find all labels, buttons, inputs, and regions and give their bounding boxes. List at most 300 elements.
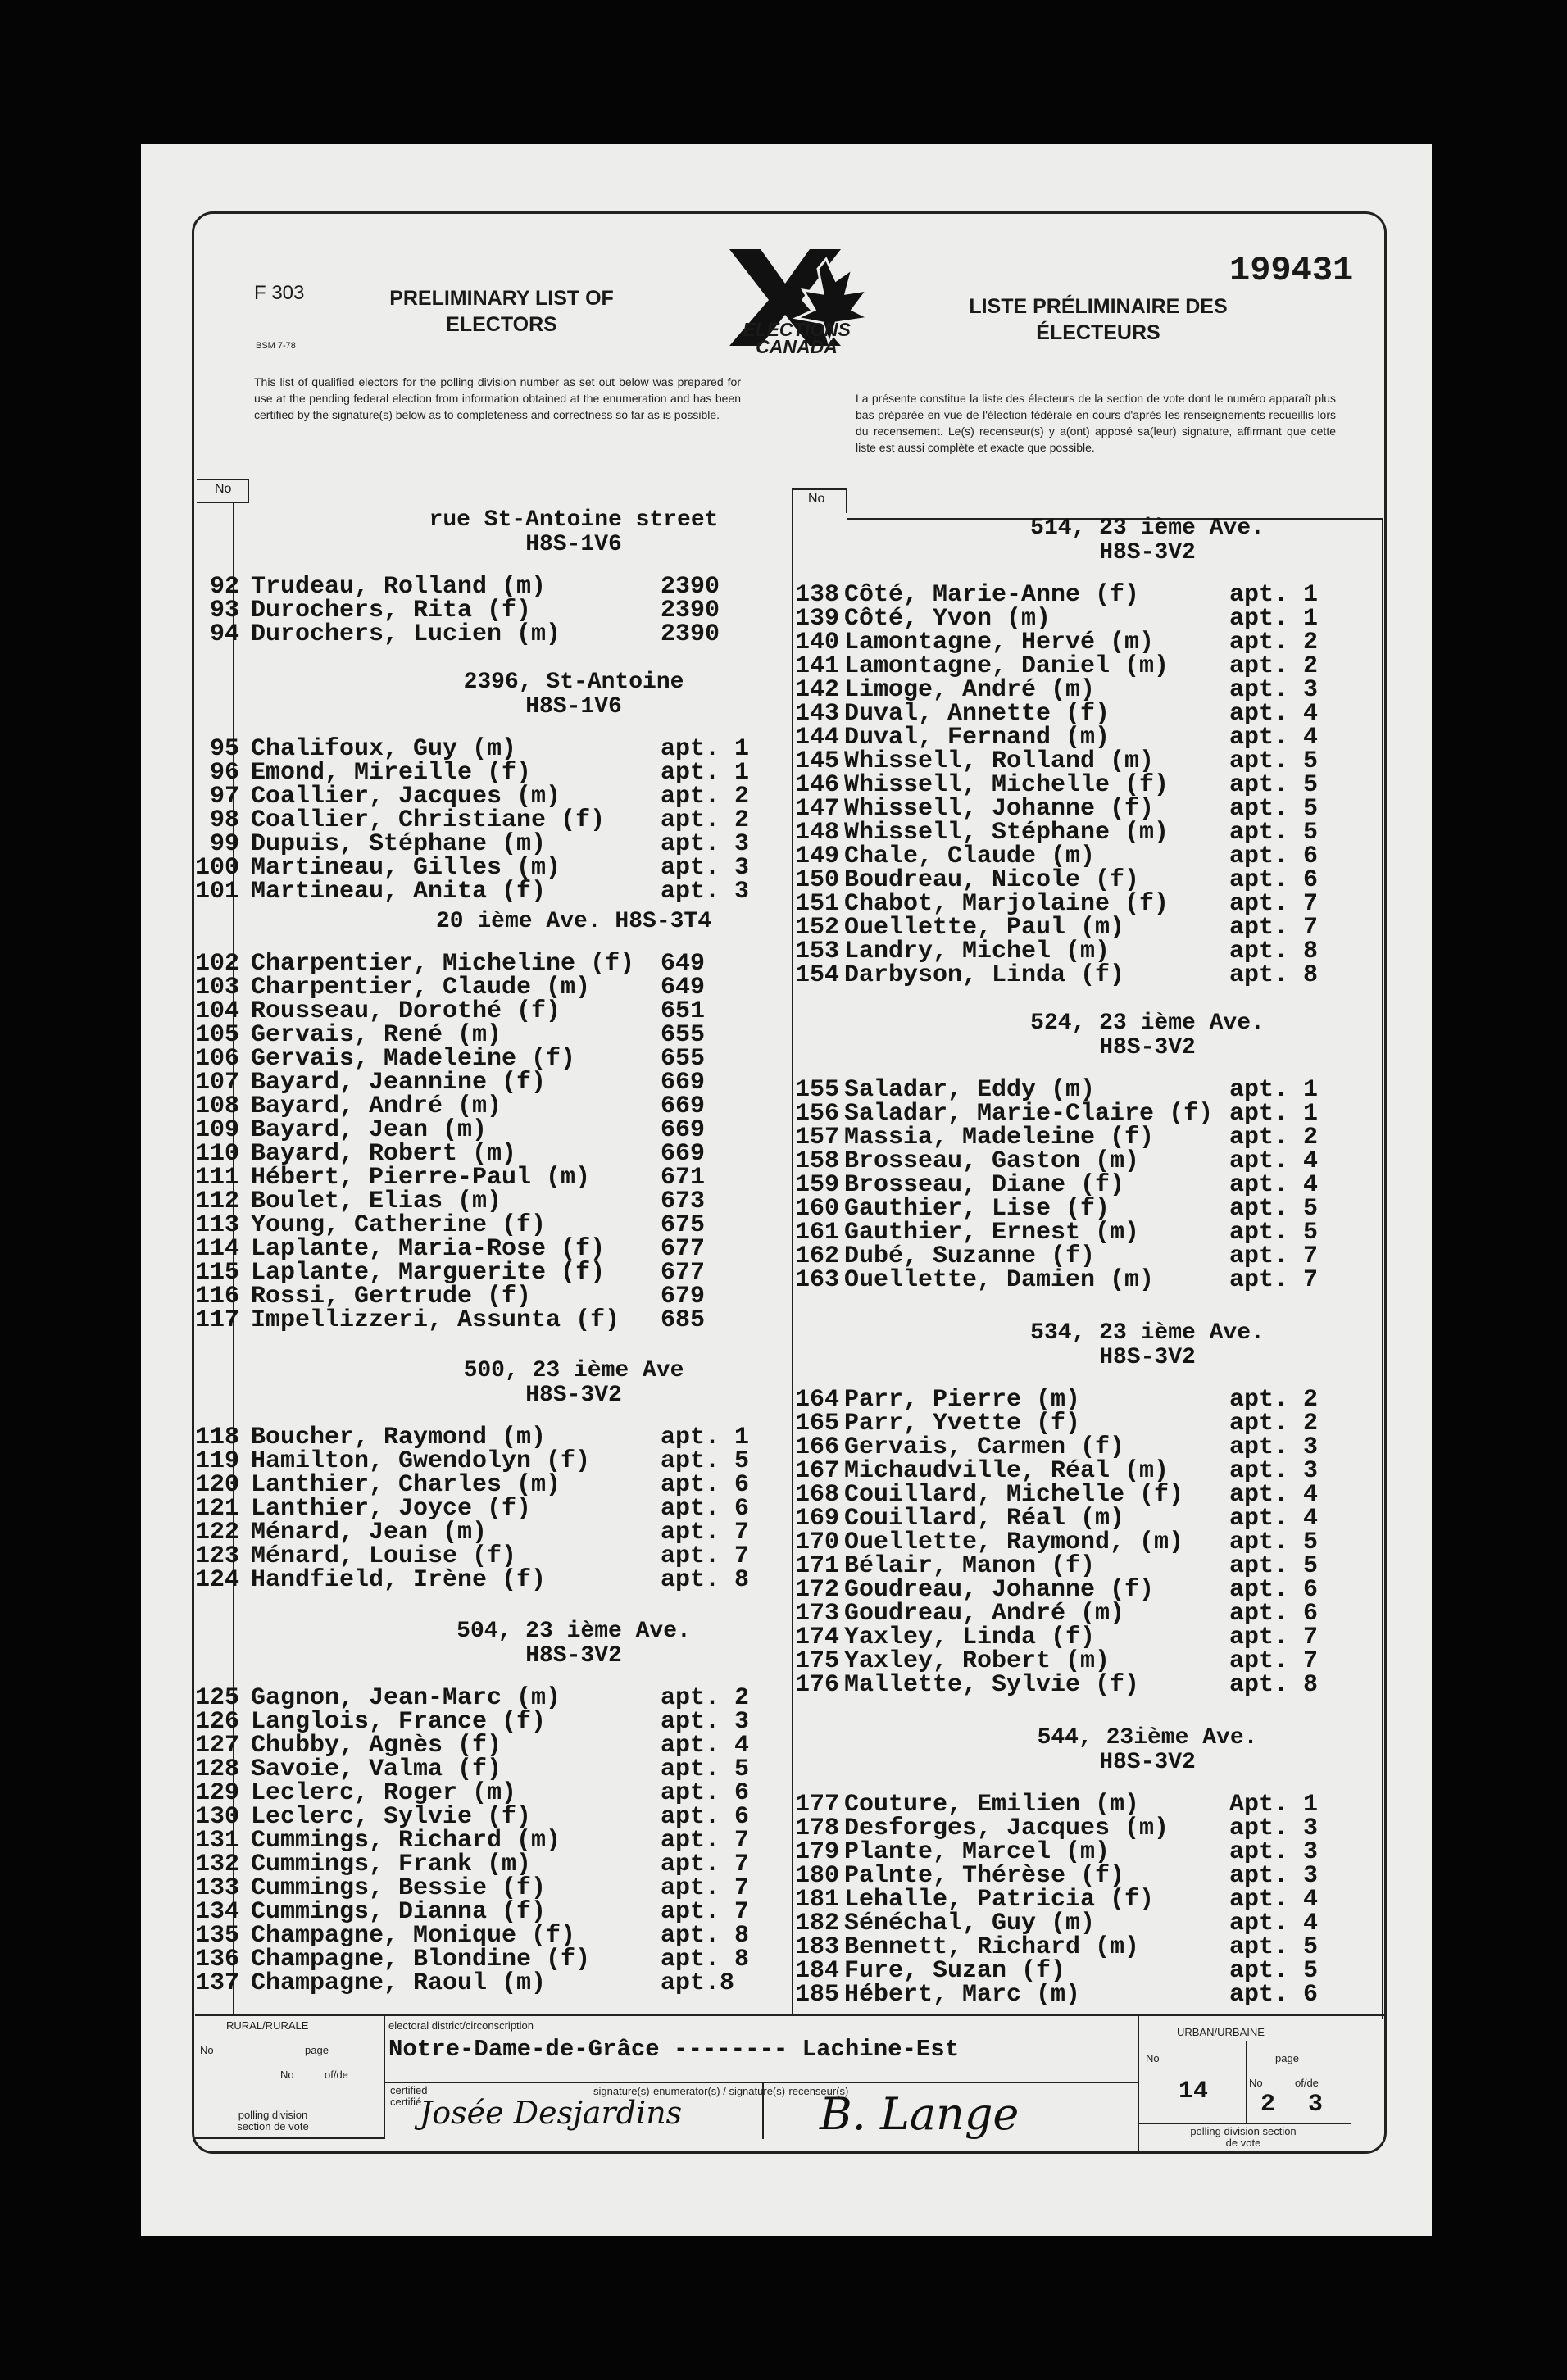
elector-name: Dubé, Suzanne (f): [844, 1242, 1096, 1270]
signature-enumerator-1: Josée Desjardins: [420, 2095, 683, 2131]
elector-number: 153: [794, 938, 839, 965]
right-no-label: No: [808, 492, 825, 506]
elector-number: 108: [194, 1092, 239, 1120]
footer-urban-bottom: [1138, 2123, 1351, 2124]
elector-name: Young, Catherine (f): [251, 1211, 547, 1239]
elector-address: 677: [661, 1235, 706, 1263]
elector-number: 184: [794, 1957, 839, 1985]
urban-no-label: No: [1146, 2052, 1160, 2064]
urban-ofde-label: of/de: [1295, 2077, 1319, 2089]
elector-number: 151: [794, 890, 839, 918]
elector-name: Lehalle, Patricia (f): [844, 1886, 1155, 1914]
rural-ofde-label: of/de: [325, 2069, 348, 2081]
elector-number: 173: [794, 1600, 839, 1628]
elector-name: Cummings, Frank (m): [251, 1851, 532, 1878]
elector-name: Champagne, Monique (f): [251, 1922, 576, 1950]
street-heading: 524, 23 ième Ave.: [1030, 1011, 1265, 1036]
elector-address: apt. 4: [1229, 1505, 1319, 1533]
title-french: LISTE PRÉLIMINAIRE DES ÉLECTEURS: [969, 295, 1228, 344]
elector-number: 115: [194, 1259, 239, 1287]
elector-address: apt. 5: [661, 1447, 750, 1475]
elector-name: Ouellette, Paul (m): [844, 914, 1125, 942]
elector-name: Whissell, Johanne (f): [844, 795, 1155, 823]
elector-name: Bayard, André (m): [251, 1092, 502, 1120]
elector-number: 149: [794, 843, 839, 870]
elector-name: Côté, Marie-Anne (f): [844, 581, 1140, 609]
elector-address: apt. 7: [1229, 914, 1319, 942]
elector-number: 117: [194, 1306, 239, 1334]
elector-number: 182: [794, 1910, 839, 1937]
elector-number: 100: [194, 854, 239, 882]
elector-address: 675: [661, 1211, 706, 1239]
postal-code: H8S-3V2: [525, 1643, 622, 1669]
elector-name: Champagne, Blondine (f): [251, 1946, 591, 1973]
elector-address: 655: [661, 1045, 706, 1073]
elector-number: 136: [194, 1946, 239, 1973]
elector-address: 2390: [661, 573, 720, 601]
elector-name: Chubby, Agnès (f): [251, 1732, 502, 1760]
elector-number: 155: [794, 1076, 839, 1104]
footer-mid-rule: [385, 2082, 1138, 2083]
elector-address: 677: [661, 1259, 706, 1287]
elector-name: Charpentier, Claude (m): [251, 974, 591, 1002]
street-heading: 534, 23 ième Ave.: [1030, 1320, 1265, 1346]
urban-polling-label: polling division section de vote: [1190, 2125, 1297, 2149]
elector-address: 685: [661, 1306, 706, 1334]
district-label: electoral district/circonscription: [388, 2019, 534, 2032]
elector-address: apt. 2: [1229, 1410, 1319, 1438]
elector-number: 112: [194, 1188, 239, 1215]
elector-number: 154: [794, 961, 839, 989]
elector-number: 142: [794, 676, 839, 704]
elector-number: 107: [194, 1069, 239, 1097]
elector-address: apt. 5: [1229, 1957, 1319, 1985]
elector-number: 96: [209, 759, 239, 787]
elector-name: Langlois, France (f): [251, 1708, 547, 1736]
rural-label: RURAL/RURALE: [226, 2019, 309, 2032]
form-sub: BSM 7-78: [256, 341, 296, 351]
elector-name: Gauthier, Ernest (m): [844, 1219, 1140, 1247]
elector-name: Cummings, Richard (m): [251, 1827, 561, 1855]
elector-address: apt. 5: [1229, 771, 1319, 799]
elector-name: Coallier, Christiane (f): [251, 806, 606, 834]
elector-name: Cummings, Bessie (f): [251, 1874, 547, 1902]
elector-address: apt. 7: [661, 1542, 750, 1570]
elector-address: apt. 2: [661, 1684, 750, 1712]
postal-code: H8S-1V6: [525, 694, 622, 720]
elector-name: Limoge, André (m): [844, 676, 1096, 704]
elector-address: 669: [661, 1116, 706, 1144]
elector-address: apt. 1: [661, 735, 750, 763]
elector-address: apt.8: [661, 1969, 735, 1997]
elector-address: apt. 3: [661, 854, 750, 882]
elector-name: Parr, Yvette (f): [844, 1410, 1081, 1438]
street-heading: rue St-Antoine street: [429, 507, 719, 533]
elector-name: Saladar, Marie-Claire (f): [844, 1100, 1214, 1128]
elector-number: 183: [794, 1933, 839, 1961]
elector-address: apt. 4: [1229, 700, 1319, 728]
street-heading: 544, 23ième Ave.: [1037, 1725, 1258, 1751]
elector-number: 179: [794, 1838, 839, 1866]
elector-number: 150: [794, 866, 839, 894]
certified-label: certified certifié: [390, 2084, 428, 2108]
elector-number: 143: [794, 700, 839, 728]
elector-name: Bayard, Robert (m): [251, 1140, 517, 1168]
elector-address: apt. 3: [1229, 1815, 1319, 1842]
intro-english: This list of qualified electors for the polling division number as set out below was prepared for use at the pending federal election from information obtained at the enumeration and has been certified by the signature(s) below as to completeness and correctness so far as is possible.: [254, 375, 741, 421]
footer-top-rule: [195, 2014, 1385, 2016]
elector-address: apt. 3: [661, 878, 750, 906]
elector-name: Couillard, Michelle (f): [844, 1481, 1184, 1509]
postal-code: H8S-1V6: [525, 532, 622, 557]
elector-number: 134: [194, 1898, 239, 1926]
elector-number: 147: [794, 795, 839, 823]
elector-number: 185: [794, 1981, 839, 2009]
elector-address: apt. 5: [1229, 819, 1319, 847]
elector-name: Dupuis, Stéphane (m): [251, 830, 547, 858]
elector-address: apt. 6: [1229, 843, 1319, 870]
elector-address: apt. 1: [661, 759, 750, 787]
polling-division-number: 14: [1179, 2078, 1209, 2105]
elector-address: apt. 5: [661, 1755, 750, 1783]
elector-number: 158: [794, 1147, 839, 1175]
elector-address: apt. 1: [1229, 1076, 1319, 1104]
elector-name: Plante, Marcel (m): [844, 1838, 1111, 1866]
elector-number: 169: [794, 1505, 839, 1533]
elector-address: apt. 1: [661, 1424, 750, 1451]
urban-page-label: page: [1275, 2052, 1299, 2064]
elector-address: 651: [661, 997, 706, 1025]
elector-number: 116: [194, 1283, 239, 1310]
elector-name: Côté, Yvon (m): [844, 605, 1051, 633]
elector-name: Desforges, Jacques (m): [844, 1815, 1170, 1842]
left-no-box-bottom: [197, 502, 249, 503]
elector-address: 2390: [661, 597, 720, 625]
elector-number: 164: [794, 1386, 839, 1414]
elector-address: apt. 3: [661, 830, 750, 858]
elector-number: 145: [794, 747, 839, 775]
district-value: Notre-Dame-de-Grâce -------- Lachine-Est: [388, 2036, 960, 2063]
left-no-label: No: [215, 482, 232, 496]
right-no-box-right: [846, 488, 847, 513]
elector-address: apt. 8: [1229, 1671, 1319, 1699]
elector-number: 123: [194, 1542, 239, 1570]
elector-name: Chale, Claude (m): [844, 843, 1096, 870]
elector-address: apt. 2: [1229, 1386, 1319, 1414]
elector-name: Sénéchal, Guy (m): [844, 1910, 1096, 1937]
elector-address: 673: [661, 1188, 706, 1215]
elector-name: Gauthier, Lise (f): [844, 1195, 1111, 1223]
elector-name: Brosseau, Diane (f): [844, 1171, 1125, 1199]
elector-address: apt. 6: [1229, 1600, 1319, 1628]
elector-name: Ouellette, Damien (m): [844, 1266, 1155, 1294]
elector-name: Whissell, Stéphane (m): [844, 819, 1170, 847]
elector-number: 118: [194, 1424, 239, 1451]
elector-address: 669: [661, 1069, 706, 1097]
elector-address: apt. 3: [1229, 1838, 1319, 1866]
elector-address: 2390: [661, 620, 720, 648]
elector-address: apt. 6: [661, 1471, 750, 1499]
elector-name: Ménard, Louise (f): [251, 1542, 517, 1570]
elector-name: Rossi, Gertrude (f): [251, 1283, 532, 1310]
elector-name: Gervais, René (m): [251, 1021, 502, 1049]
elector-name: Whissell, Michelle (f): [844, 771, 1170, 799]
elector-number: 129: [194, 1779, 239, 1807]
elector-number: 168: [794, 1481, 839, 1509]
postal-code: H8S-3V2: [1099, 1035, 1196, 1061]
intro-french: La présente constitue la liste des électeurs de la section de vote dont le numéro apparaît plus bas préparée en vue de l'élection fédérale en cours d'après les renseignements recueillis lors du recensement. Le(s) recenseur(s) y a(ont) apposé sa(leur) signature, affirmant que cette liste est aussi complète et exacte que possible.: [856, 392, 1336, 454]
elector-number: 159: [794, 1171, 839, 1199]
elector-address: apt. 3: [1229, 676, 1319, 704]
elector-name: Martineau, Anita (f): [251, 878, 547, 906]
elector-address: apt. 2: [661, 806, 750, 834]
elector-name: Martineau, Gilles (m): [251, 854, 561, 882]
elector-name: Saladar, Eddy (m): [844, 1076, 1096, 1104]
elector-number: 125: [194, 1684, 239, 1712]
elector-number: 163: [794, 1266, 839, 1294]
elector-number: 126: [194, 1708, 239, 1736]
elector-address: apt. 5: [1229, 747, 1319, 775]
elector-number: 157: [794, 1124, 839, 1151]
street-heading: 514, 23 ième Ave.: [1030, 516, 1265, 541]
elector-name: Lamontagne, Daniel (m): [844, 652, 1170, 680]
elector-address: apt. 5: [1229, 1552, 1319, 1580]
elector-number: 128: [194, 1755, 239, 1783]
elector-name: Goudreau, André (m): [844, 1600, 1125, 1628]
elector-address: apt. 1: [1229, 1100, 1319, 1128]
elector-number: 175: [794, 1647, 839, 1675]
elector-address: 649: [661, 974, 706, 1002]
elector-address: apt. 3: [1229, 1457, 1319, 1485]
postal-code: H8S-3V2: [525, 1383, 622, 1408]
elector-number: 156: [794, 1100, 839, 1128]
elector-name: Michaudville, Réal (m): [844, 1457, 1170, 1485]
elector-number: 171: [794, 1552, 839, 1580]
page-number: 2: [1260, 2091, 1276, 2119]
elector-number: 131: [194, 1827, 239, 1855]
elector-name: Gervais, Carmen (f): [844, 1433, 1125, 1461]
elector-number: 177: [794, 1791, 839, 1819]
elector-address: apt. 5: [1229, 1528, 1319, 1556]
elector-number: 119: [194, 1447, 239, 1475]
elector-name: Leclerc, Sylvie (f): [251, 1803, 532, 1831]
elector-name: Yaxley, Robert (m): [844, 1647, 1111, 1675]
elector-address: apt. 8: [661, 1922, 750, 1950]
elector-name: Ouellette, Raymond, (m): [844, 1528, 1184, 1556]
elector-number: 114: [194, 1235, 239, 1263]
elector-name: Savoie, Valma (f): [251, 1755, 502, 1783]
elector-number: 122: [194, 1519, 239, 1547]
elector-address: apt. 4: [1229, 724, 1319, 752]
elector-address: apt. 3: [1229, 1433, 1319, 1461]
elector-number: 135: [194, 1922, 239, 1950]
serial-number: 199431: [1229, 251, 1354, 290]
elector-name: Bayard, Jeannine (f): [251, 1069, 547, 1097]
elector-address: 649: [661, 950, 706, 978]
elector-number: 93: [209, 597, 239, 625]
elector-number: 109: [194, 1116, 239, 1144]
elector-address: apt. 2: [661, 783, 750, 811]
elector-number: 181: [794, 1886, 839, 1914]
street-heading: 20 ième Ave. H8S-3T4: [435, 909, 712, 934]
elector-number: 103: [194, 974, 239, 1002]
page-total: 3: [1308, 2091, 1324, 2119]
elector-number: 166: [794, 1433, 839, 1461]
elector-number: 130: [194, 1803, 239, 1831]
elector-address: apt. 4: [1229, 1886, 1319, 1914]
elector-name: Champagne, Raoul (m): [251, 1969, 547, 1997]
elector-address: apt. 6: [661, 1495, 750, 1523]
elector-name: Brosseau, Gaston (m): [844, 1147, 1140, 1175]
elector-name: Mallette, Sylvie (f): [844, 1671, 1140, 1699]
elector-number: 148: [794, 819, 839, 847]
elector-name: Whissell, Rolland (m): [844, 747, 1155, 775]
elector-name: Goudreau, Johanne (f): [844, 1576, 1155, 1604]
elector-address: apt. 5: [1229, 1933, 1319, 1961]
elector-address: apt. 4: [1229, 1481, 1319, 1509]
elector-name: Lamontagne, Hervé (m): [844, 629, 1155, 656]
footer-bottom-rule: [195, 2137, 385, 2139]
elector-name: Hamilton, Gwendolyn (f): [251, 1447, 591, 1475]
elector-number: 111: [194, 1164, 239, 1192]
footer-rural-right: [384, 2014, 385, 2137]
elector-number: 137: [194, 1969, 239, 1997]
elector-number: 160: [794, 1195, 839, 1223]
street-heading: 500, 23 ième Ave: [463, 1358, 684, 1383]
elector-name: Emond, Mireille (f): [251, 759, 532, 787]
elector-number: 161: [794, 1219, 839, 1247]
elector-name: Cummings, Dianna (f): [251, 1898, 547, 1926]
elector-number: 113: [194, 1211, 239, 1239]
elector-name: Durochers, Lucien (m): [251, 620, 561, 648]
elector-name: Durochers, Rita (f): [251, 597, 532, 625]
urban-sub-no-label: No: [1249, 2077, 1263, 2089]
elector-number: 139: [794, 605, 839, 633]
elector-address: apt. 1: [1229, 605, 1319, 633]
elector-number: 174: [794, 1624, 839, 1651]
elector-name: Rousseau, Dorothé (f): [251, 997, 561, 1025]
right-no-box-top: [792, 488, 847, 490]
elector-address: apt. 6: [1229, 866, 1319, 894]
elector-address: apt. 6: [661, 1803, 750, 1831]
elector-number: 97: [209, 783, 239, 811]
elector-name: Ménard, Jean (m): [251, 1519, 488, 1547]
rural-no-label: No: [200, 2044, 214, 2056]
elector-address: apt. 2: [1229, 629, 1319, 656]
elector-name: Lanthier, Charles (m): [251, 1471, 561, 1499]
elector-address: Apt. 1: [1229, 1791, 1319, 1819]
elector-name: Couillard, Réal (m): [844, 1505, 1125, 1533]
elector-address: apt. 3: [661, 1708, 750, 1736]
elector-address: apt. 4: [1229, 1910, 1319, 1937]
elector-name: Boulet, Elias (m): [251, 1188, 502, 1215]
elector-address: apt. 4: [661, 1732, 750, 1760]
elector-name: Laplante, Marguerite (f): [251, 1259, 606, 1287]
elector-name: Gervais, Madeleine (f): [251, 1045, 576, 1073]
rural-page-label: page: [305, 2044, 329, 2056]
logo-text: ELECTIONS CANADA: [743, 319, 851, 357]
elector-number: 99: [209, 830, 239, 858]
elector-address: apt. 3: [1229, 1862, 1319, 1890]
elector-number: 94: [209, 620, 239, 648]
elector-name: Palnte, Thérèse (f): [844, 1862, 1125, 1890]
elector-number: 92: [209, 573, 239, 601]
elector-number: 152: [794, 914, 839, 942]
elector-name: Chabot, Marjolaine (f): [844, 890, 1170, 918]
rural-sub-no-label: No: [280, 2069, 294, 2081]
elector-number: 172: [794, 1576, 839, 1604]
elector-name: Yaxley, Linda (f): [844, 1624, 1096, 1651]
elector-address: apt. 5: [1229, 795, 1319, 823]
elector-name: Massia, Madeleine (f): [844, 1124, 1155, 1151]
elector-address: apt. 7: [661, 1851, 750, 1878]
elector-address: apt. 7: [661, 1874, 750, 1902]
elector-address: apt. 5: [1229, 1219, 1319, 1247]
elector-name: Bélair, Manon (f): [844, 1552, 1096, 1580]
left-no-box-top: [197, 479, 249, 480]
elector-name: Bennett, Richard (m): [844, 1933, 1140, 1961]
elector-name: Handfield, Irène (f): [251, 1566, 547, 1594]
elector-name: Bayard, Jean (m): [251, 1116, 488, 1144]
elector-number: 141: [794, 652, 839, 680]
elector-address: 669: [661, 1140, 706, 1168]
title-english: PRELIMINARY LIST OF ELECTORS: [389, 287, 614, 336]
rural-polling-label: polling division section de vote: [237, 2109, 309, 2132]
elector-number: 144: [794, 724, 839, 752]
elector-address: apt. 8: [661, 1946, 750, 1973]
elector-number: 133: [194, 1874, 239, 1902]
elector-name: Boucher, Raymond (m): [251, 1424, 547, 1451]
elector-name: Trudeau, Rolland (m): [251, 573, 547, 601]
elector-address: apt. 4: [1229, 1171, 1319, 1199]
elector-name: Parr, Pierre (m): [844, 1386, 1081, 1414]
elector-number: 98: [209, 806, 239, 834]
elector-address: apt. 7: [1229, 1266, 1319, 1294]
elector-address: apt. 8: [661, 1566, 750, 1594]
form-code: F 303: [254, 282, 305, 304]
elector-number: 162: [794, 1242, 839, 1270]
elector-number: 170: [794, 1528, 839, 1556]
elector-address: apt. 8: [1229, 938, 1319, 965]
elector-number: 95: [209, 735, 239, 763]
street-heading: 504, 23 ième Ave.: [456, 1619, 691, 1644]
elector-name: Fure, Suzan (f): [844, 1957, 1066, 1985]
elector-address: apt. 8: [1229, 961, 1319, 989]
elector-address: apt. 7: [1229, 1242, 1319, 1270]
elector-address: 671: [661, 1164, 706, 1192]
elector-name: Gagnon, Jean-Marc (m): [251, 1684, 561, 1712]
elector-name: Coallier, Jacques (m): [251, 783, 561, 811]
elector-number: 127: [194, 1732, 239, 1760]
elector-number: 176: [794, 1671, 839, 1699]
elector-name: Charpentier, Micheline (f): [251, 950, 635, 978]
elector-address: 669: [661, 1092, 706, 1120]
elector-address: apt. 2: [1229, 652, 1319, 680]
signature-enumerator-2: B. Lange: [820, 2088, 1020, 2140]
elector-name: Landry, Michel (m): [844, 938, 1111, 965]
elector-address: apt. 7: [1229, 890, 1319, 918]
elector-name: Duval, Fernand (m): [844, 724, 1111, 752]
elector-address: apt. 4: [1229, 1147, 1319, 1175]
elector-number: 178: [794, 1815, 839, 1842]
elector-number: 138: [794, 581, 839, 609]
elector-number: 132: [194, 1851, 239, 1878]
elector-number: 106: [194, 1045, 239, 1073]
elector-address: apt. 7: [661, 1898, 750, 1926]
elector-address: apt. 1: [1229, 581, 1319, 609]
elector-name: Duval, Annette (f): [844, 700, 1111, 728]
elector-number: 105: [194, 1021, 239, 1049]
